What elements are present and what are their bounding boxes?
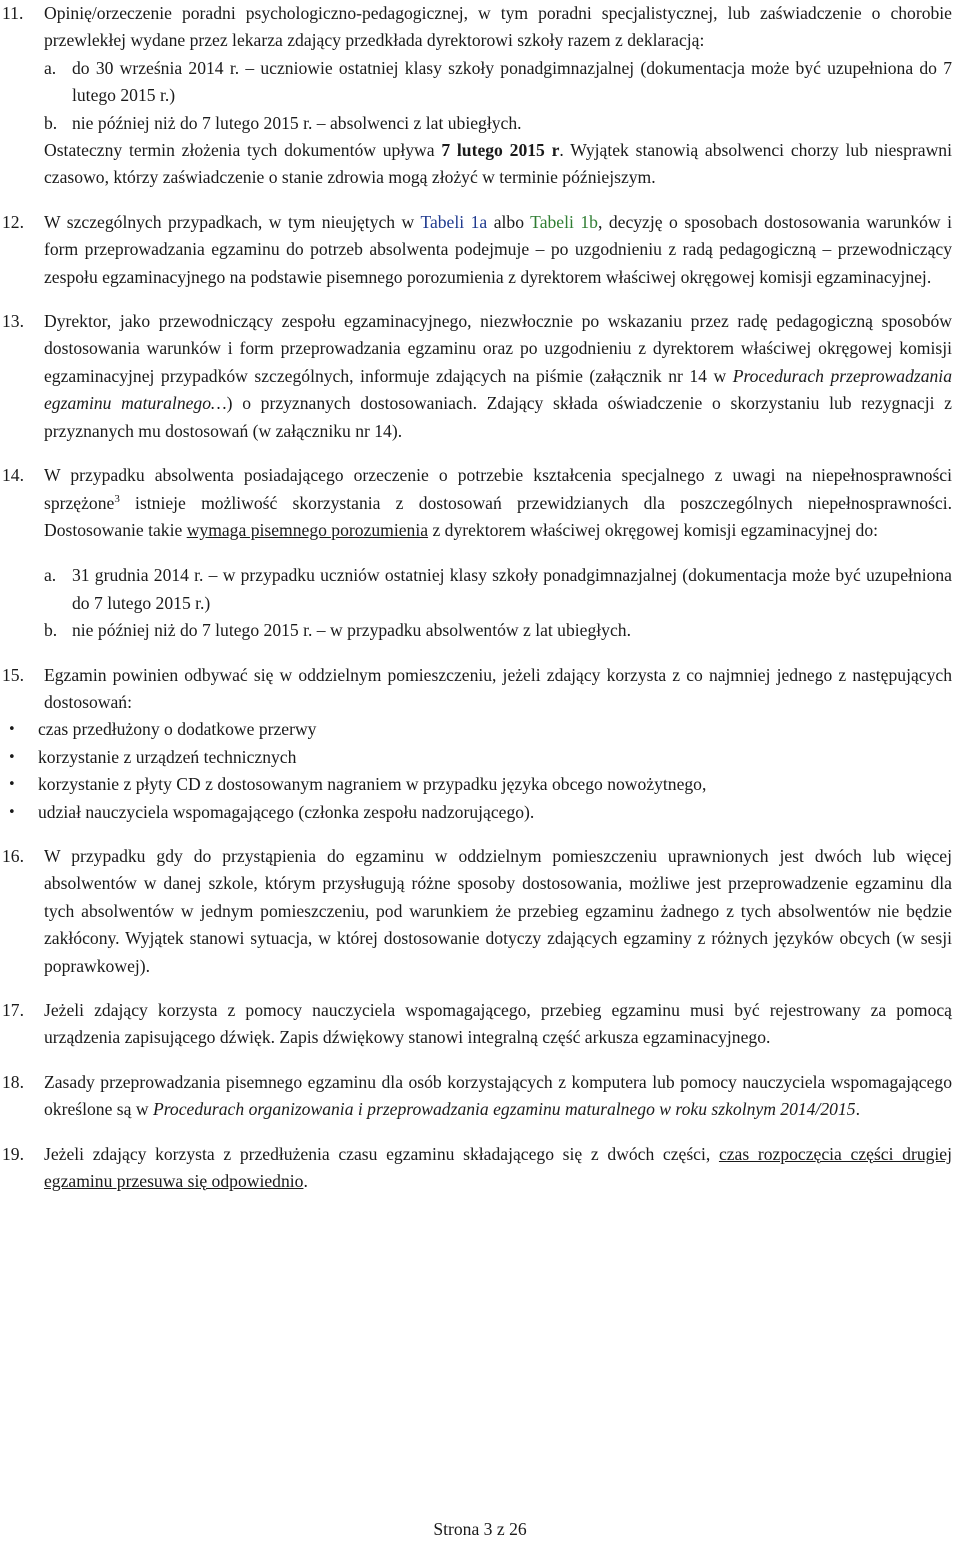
paragraph-text: Jeżeli zdający korzysta z pomocy nauczyciela wspomagającego, przebieg egzaminu musi być rejestrowany za pomocą urządzenia zapisującego dźwięk. Zapis dźwiękowy stanowi integralną część arkusza egzaminacyjnego. <box>44 1000 952 1048</box>
item-number: 11. <box>2 3 24 23</box>
paragraph-text <box>44 1141 952 1196</box>
item-number: 19. <box>2 1143 24 1164</box>
sub-item-text: do 30 września 2014 r. – uczniowie ostatniej klasy szkoły ponadgimnazjalnej (dokumentacja może być uzupełniona do 7 lutego 2015 r.) <box>72 57 952 106</box>
text-run: ) o przyznanych dostosowaniach. Zdający składa oświadczenie o skorzystaniu lub rezygnacji z przyznanych mu dostosowań (w załączniku nr 14). <box>44 393 952 441</box>
item-number: 12. <box>2 211 24 232</box>
sub-item-label: a. <box>44 57 57 78</box>
item-number: 18. <box>2 1071 24 1092</box>
text-run: z dyrektorem właściwej okręgowej komisji egzaminacyjnej do: <box>428 519 879 540</box>
item-12 <box>0 209 960 291</box>
item-13 <box>0 308 960 445</box>
sub-item-b <box>44 617 952 644</box>
item-number: 15. <box>2 664 24 685</box>
bullet-item <box>0 771 960 798</box>
procedures-title: Procedurach przeprowadzania egzaminu maturalnego… <box>44 365 952 414</box>
procedures-title: Procedurach organizowania i przeprowadzania egzaminu maturalnego w roku szkolnym 2014/2015 <box>152 1099 856 1120</box>
item-number: 13. <box>2 311 24 332</box>
bullet-text: udział nauczyciela wspomagającego (członka zespołu nadzorującego). <box>38 801 535 822</box>
sub-item-b <box>44 110 952 137</box>
paragraph-text <box>44 209 952 291</box>
item-16 <box>0 843 960 980</box>
bullet-item <box>0 744 960 771</box>
bullet-text: korzystanie z urządzeń technicznych <box>38 746 297 767</box>
text-run: Dyrektor, jako przewodniczący zespołu egzaminacyjnego, niezwłocznie po wskazaniu przez radę pedagogiczną sposobów dostosowania warunków i form przeprowadzania egzaminu oraz po uzgodnieniu z dyrektorem właściwej okręgowej komisji egzaminacyjnej przypadków szczególnych, informuje zdających na piśmie (załącznik nr 14 w <box>44 311 952 386</box>
sub-item-a <box>44 55 952 110</box>
text-run: . <box>303 1171 308 1192</box>
item-18 <box>0 1069 960 1124</box>
sub-item-text: 31 grudnia 2014 r. – w przypadku uczniów ostatniej klasy szkoły ponadgimnazjalnej (dokumentacja może być uzupełniona do 7 lutego 2015 r.) <box>72 565 952 613</box>
sub-item-label: a. <box>44 565 57 586</box>
sub-item-text: nie później niż do 7 lutego 2015 r. – w przypadku absolwentów z lat ubiegłych. <box>72 620 631 641</box>
text-run: W przypadku absolwenta posiadającego orzeczenie o potrzebie kształcenia specjalnego z uwagi na niepełnosprawności sprzężone <box>44 465 952 513</box>
bullet-item <box>0 799 960 826</box>
paragraph-text: Opinię/orzeczenie poradni psychologiczno-pedagogicznej, w tym poradni specjalistycznej, lub zaświadczenie o chorobie przewlekłej wydane przez lekarza zdający przedkłada dyrektorowi szkoły razem z deklaracją: <box>44 3 952 51</box>
text-run: . <box>855 1099 860 1120</box>
deadline-date: 7 lutego 2015 r <box>441 140 560 161</box>
paragraph-text: Egzamin powinien odbywać się w oddzielnym pomieszczeniu, jeżeli zdający korzysta z co najmniej jednego z następujących dostosowań: <box>44 664 952 712</box>
table-1a-link[interactable]: Tabeli 1a <box>420 211 488 232</box>
bullet-icon: • <box>8 777 16 793</box>
text-run: albo <box>487 211 531 232</box>
underlined-text: wymaga pisemnego porozumienia <box>186 519 429 540</box>
bullet-icon: • <box>8 722 16 738</box>
item-14 <box>0 462 960 644</box>
item-17 <box>0 997 960 1052</box>
bullet-icon: • <box>8 804 16 820</box>
paragraph-text <box>44 1069 952 1124</box>
table-1b-link[interactable]: Tabeli 1b <box>530 211 598 232</box>
item-number: 14. <box>2 465 24 486</box>
paragraph-text <box>44 462 952 544</box>
text-run: , decyzję o sposobach dostosowania warunków i form przeprowadzania egzaminu do potrzeb absolwenta podejmuje – po uzgodnieniu z radą pedagogiczną – przewodniczący zespołu egzaminacyjnego na podstawie pisemnego porozumienia z dyrektorem właściwej okręgowej komisji egzaminacyjnej. <box>44 211 952 287</box>
item-number: 16. <box>2 845 24 866</box>
item-number: 17. <box>2 1000 24 1020</box>
text-run: W szczególnych przypadkach, w tym nieujętych w <box>44 211 421 232</box>
item-19 <box>0 1141 960 1196</box>
sub-item-a <box>44 562 952 617</box>
underlined-text: czas rozpoczęcia części drugiej egzaminu przesuwa się odpowiednio <box>44 1143 952 1192</box>
sub-item-text: nie później niż do 7 lutego 2015 r. – absolwenci z lat ubiegłych. <box>72 112 522 133</box>
bullet-icon: • <box>8 749 16 765</box>
deadline-exception: . Wyjątek stanowią absolwenci chorzy lub niesprawni czasowo, którzy zaświadczenie o stanie zdrowia mogą złożyć w terminie późniejszym. <box>44 140 952 188</box>
paragraph-text <box>44 308 952 445</box>
item-11 <box>0 0 960 192</box>
text-run: istnieje możliwość skorzystania z dostosowań przewidzianych dla poszczególnych niepełnosprawności. Dostosowanie takie <box>44 492 952 540</box>
sub-item-label: b. <box>44 112 58 133</box>
bullet-text: czas przedłużony o dodatkowe przerwy <box>38 719 317 740</box>
text-run: Jeżeli zdający korzysta z przedłużenia czasu egzaminu składającego się z dwóch części, <box>44 1143 719 1164</box>
sub-item-label: b. <box>44 620 58 641</box>
bullet-item <box>0 716 960 743</box>
paragraph-text: W przypadku gdy do przystąpienia do egzaminu w oddzielnym pomieszczeniu uprawnionych jest dwóch lub więcej absolwentów w danej szkole, którym przysługują różne sposoby dostosowania, możliwe jest przeprowadzenie egzaminu dla tych absolwentów w jednym pomieszczeniu, pod warunkiem że przebieg egzaminu żadnego z tych absolwentów nie będzie zakłócony. Wyjątek stanowi sytuacja, w której dostosowanie dotyczy zdających egzaminy z różnych języków obcych (w sesji poprawkowej). <box>44 845 952 976</box>
item-15 <box>0 662 960 717</box>
footnote-ref: 3 <box>114 492 120 505</box>
deadline-text: Ostateczny termin złożenia tych dokumentów upływa <box>44 140 442 161</box>
text-run: Zasady przeprowadzania pisemnego egzaminu dla osób korzystających z komputera lub pomocy nauczyciela wspomagającego określone są w <box>44 1071 952 1120</box>
deadline-paragraph <box>44 137 952 192</box>
bullet-text: korzystanie z płyty CD z dostosowanym nagraniem w przypadku języka obcego nowożytnego, <box>38 774 707 795</box>
page-number: Strona 3 z 26 <box>433 1519 527 1539</box>
